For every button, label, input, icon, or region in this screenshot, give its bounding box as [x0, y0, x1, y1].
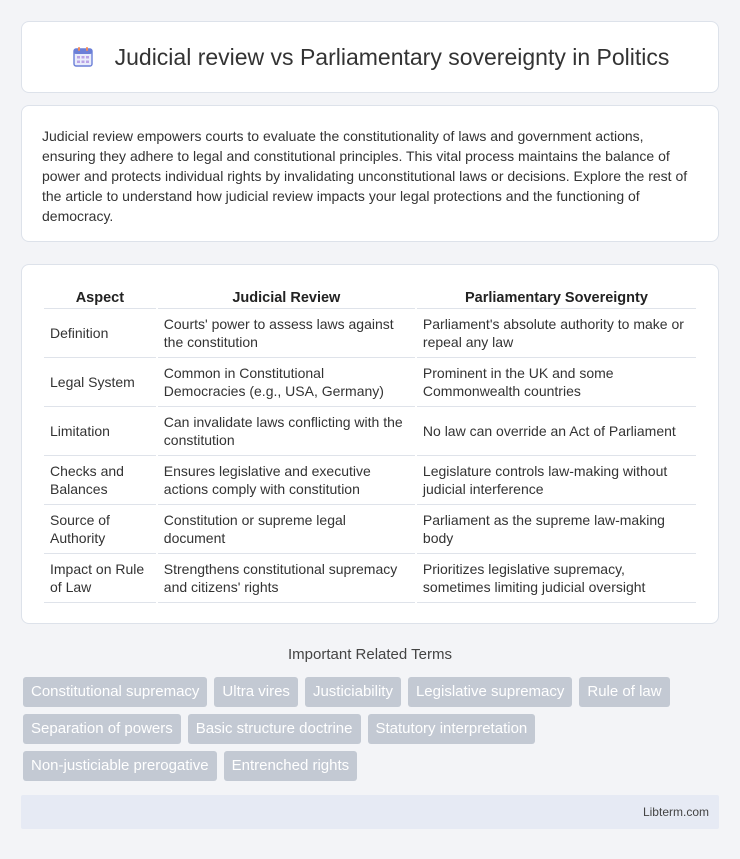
cell-judicial-review: Constitution or supreme legal document	[158, 505, 415, 554]
title-wrap	[71, 44, 670, 71]
header-judicial-review: Judicial Review	[158, 285, 415, 309]
table-row	[44, 309, 696, 358]
related-term-tag[interactable]: Statutory interpretation	[368, 714, 536, 744]
footer	[21, 795, 719, 829]
cell-parliamentary-sovereignty: Legislature controls law-making without judicial interference	[417, 456, 696, 505]
cell-judicial-review: Can invalidate laws conflicting with the constitution	[158, 407, 415, 456]
comparison-table	[42, 285, 698, 603]
intro-card	[21, 105, 719, 242]
table-row	[44, 505, 696, 554]
table-row	[44, 554, 696, 603]
related-term-tag[interactable]: Ultra vires	[214, 677, 298, 707]
table-row	[44, 358, 696, 407]
cell-judicial-review: Strengthens constitutional supremacy and citizens' rights	[158, 554, 415, 603]
footer-site-link[interactable]: Libterm.com	[642, 805, 709, 819]
table-header-row	[44, 285, 696, 309]
related-term-tag[interactable]: Separation of powers	[23, 714, 181, 744]
cell-aspect: Limitation	[44, 407, 156, 456]
cell-parliamentary-sovereignty: Parliament as the supreme law-making body	[417, 505, 696, 554]
table-row	[44, 456, 696, 505]
related-term-tag[interactable]: Non-justiciable prerogative	[23, 751, 217, 781]
table-row	[44, 407, 696, 456]
cell-aspect: Definition	[44, 309, 156, 358]
related-terms-list	[23, 677, 723, 781]
related-term-tag[interactable]: Entrenched rights	[224, 751, 358, 781]
cell-aspect: Checks and Balances	[44, 456, 156, 505]
comparison-card	[21, 264, 719, 624]
cell-parliamentary-sovereignty: Prioritizes legislative supremacy, sometimes limiting judicial oversight	[417, 554, 696, 603]
cell-parliamentary-sovereignty: Prominent in the UK and some Commonwealth countries	[417, 358, 696, 407]
cell-aspect: Legal System	[44, 358, 156, 407]
cell-judicial-review: Common in Constitutional Democracies (e.g., USA, Germany)	[158, 358, 415, 407]
cell-judicial-review: Ensures legislative and executive actions comply with constitution	[158, 456, 415, 505]
header-aspect: Aspect	[44, 285, 156, 309]
cell-judicial-review: Courts' power to assess laws against the constitution	[158, 309, 415, 358]
cell-aspect: Source of Authority	[44, 505, 156, 554]
related-terms-title: Important Related Terms	[288, 646, 452, 663]
intro-paragraph: Judicial review empowers courts to evaluate the constitutionality of laws and government actions, ensuring they adhere to legal and constitutional principles. This vital process maintains the balance of power and protects individual rights by invalidating unconstitutional laws or decisions. Explore the rest of the article to understand how judicial review impacts your legal protections and the functioning of democracy.	[42, 128, 688, 224]
related-term-tag[interactable]: Basic structure doctrine	[188, 714, 361, 744]
cell-parliamentary-sovereignty: No law can override an Act of Parliament	[417, 407, 696, 456]
calendar-icon	[71, 45, 95, 69]
cell-aspect: Impact on Rule of Law	[44, 554, 156, 603]
related-term-tag[interactable]: Rule of law	[579, 677, 669, 707]
related-term-tag[interactable]: Constitutional supremacy	[23, 677, 207, 707]
cell-parliamentary-sovereignty: Parliament's absolute authority to make or repeal any law	[417, 309, 696, 358]
related-term-tag[interactable]: Legislative supremacy	[408, 677, 572, 707]
title-card	[21, 21, 719, 93]
header-parliamentary-sovereignty: Parliamentary Sovereignty	[417, 285, 696, 309]
page-title: Judicial review vs Parliamentary sovereignty in Politics	[114, 43, 670, 70]
related-term-tag[interactable]: Justiciability	[305, 677, 401, 707]
